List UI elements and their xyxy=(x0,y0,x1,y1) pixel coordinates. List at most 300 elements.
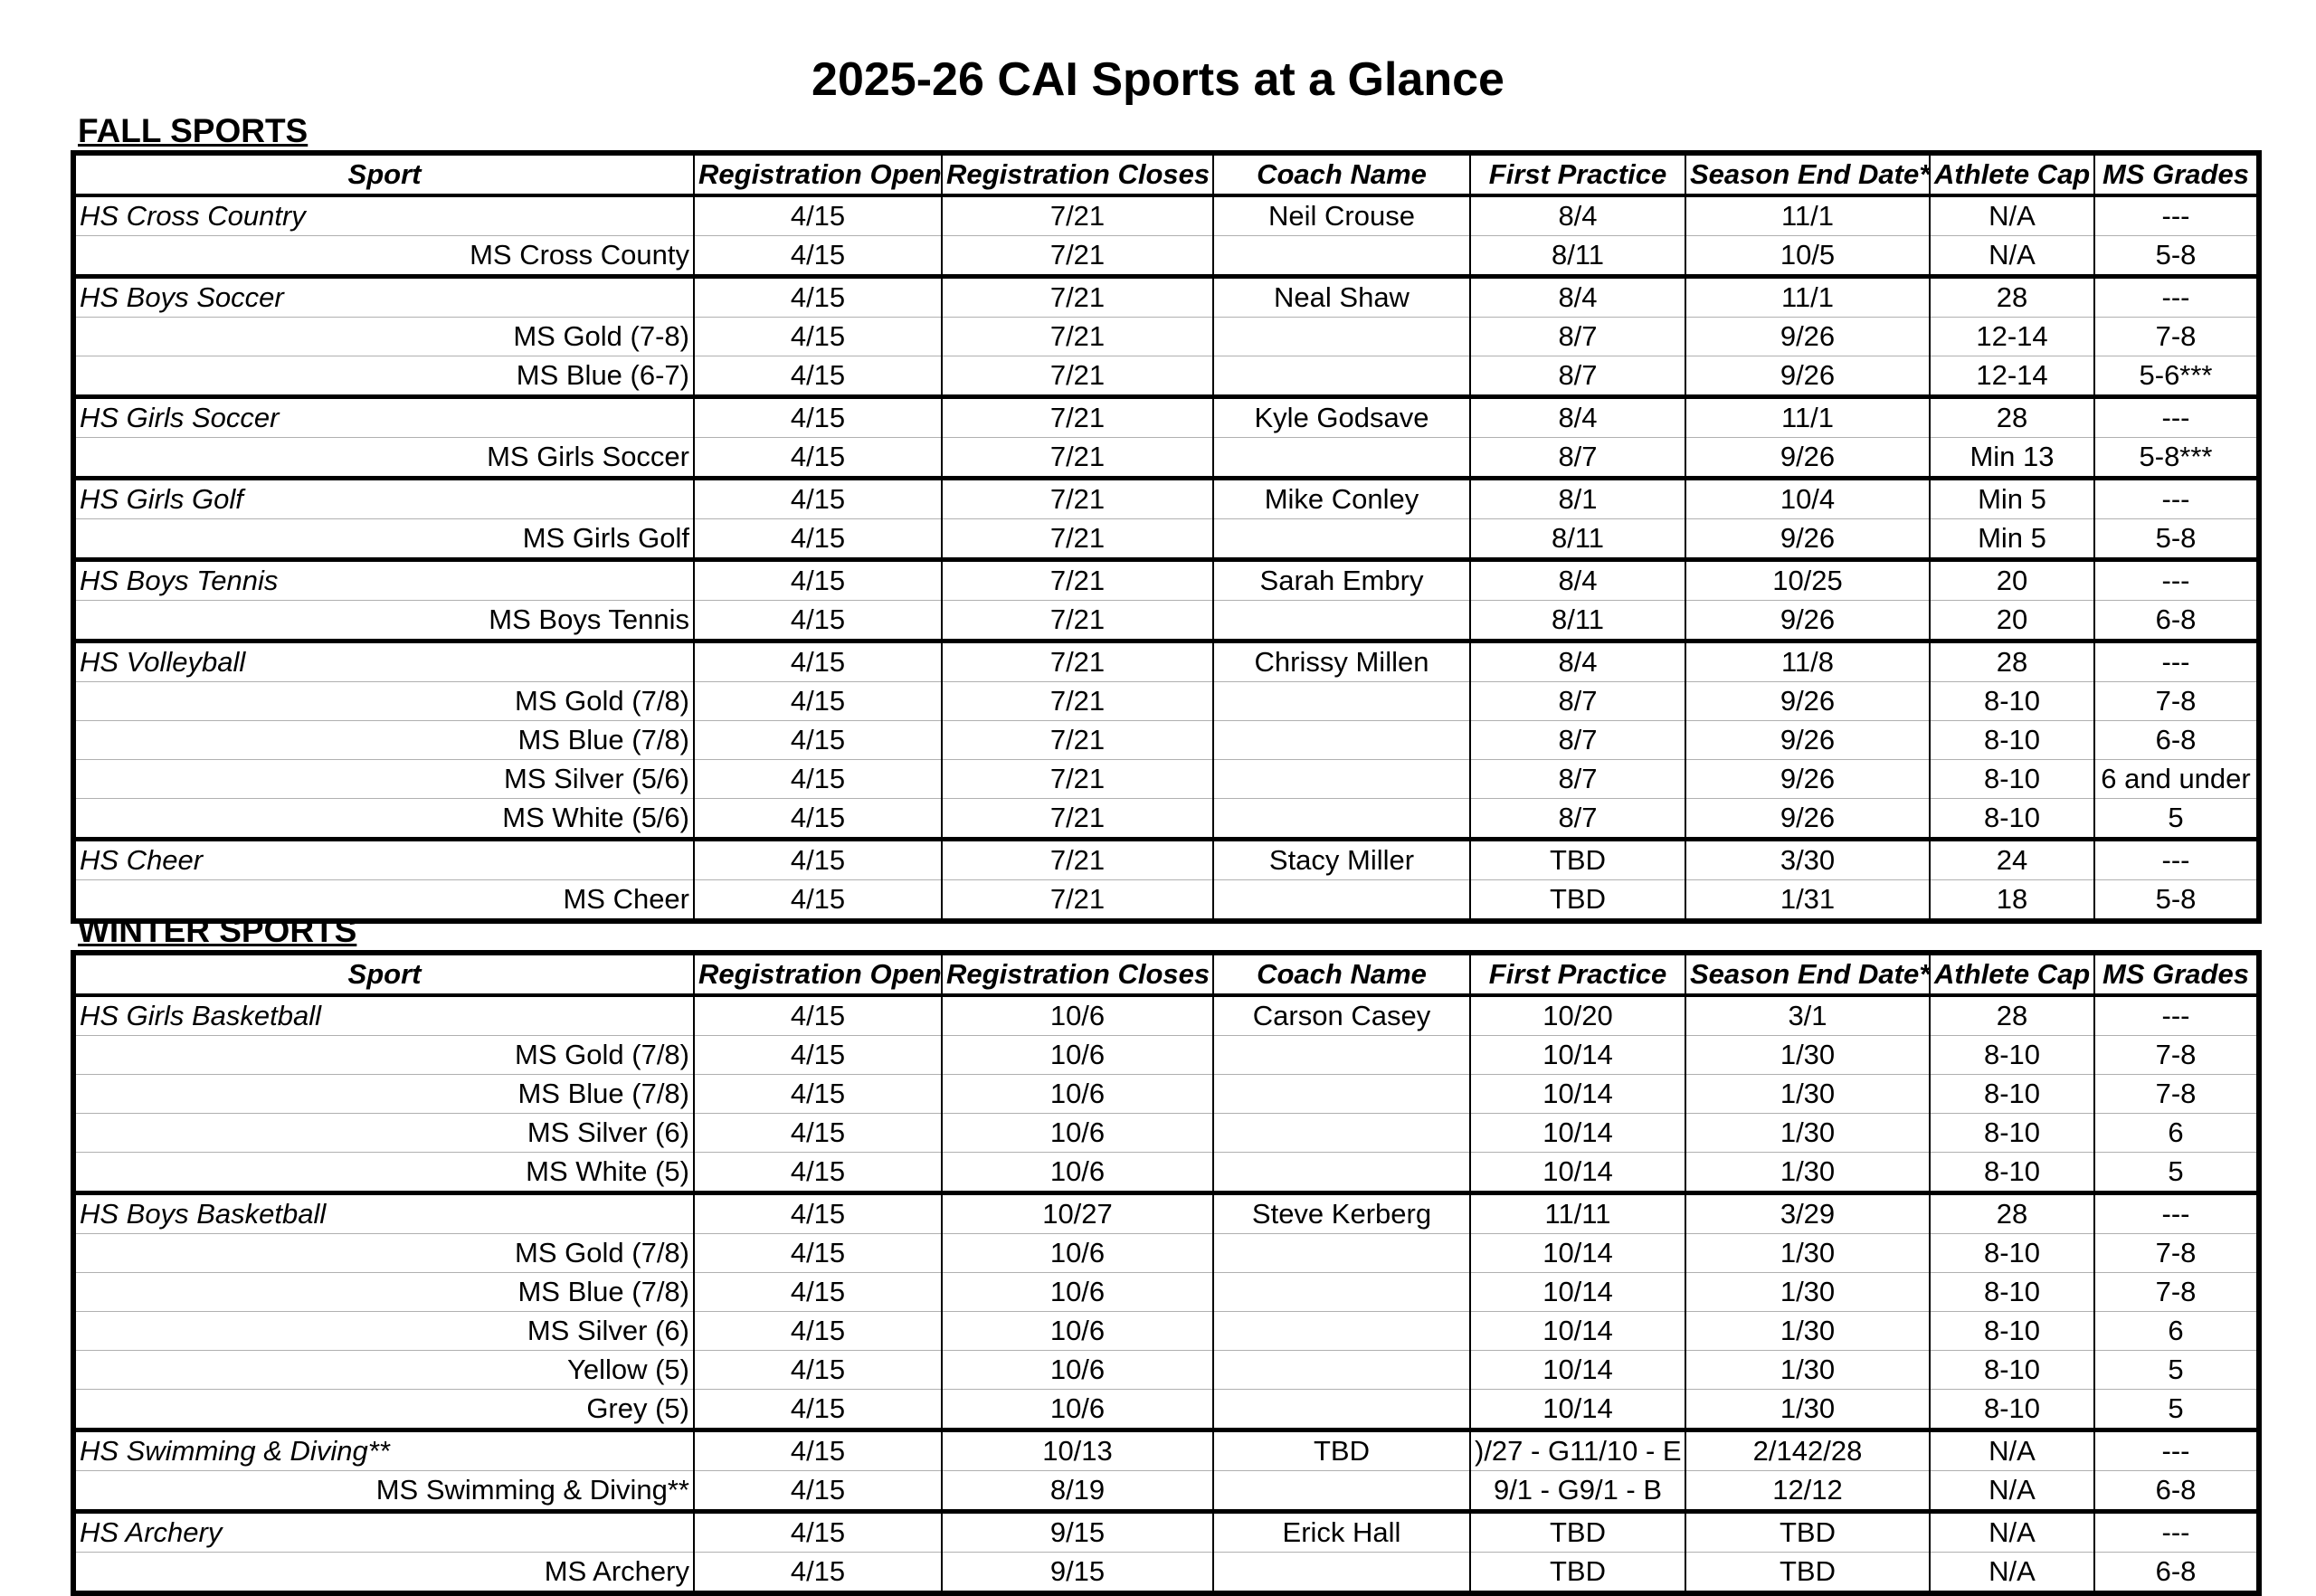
athlete-cap-cell: 8-10 xyxy=(1930,1390,2094,1430)
first-practice-cell: 10/14 xyxy=(1470,1234,1685,1273)
sport-cell: MS Girls Golf xyxy=(73,519,694,560)
first-practice-cell: 8/7 xyxy=(1470,438,1685,479)
registration-open-cell: 4/15 xyxy=(694,318,942,356)
ms-grades-cell: 5-8*** xyxy=(2094,438,2259,479)
first-practice-cell: )/27 - G11/10 - E xyxy=(1470,1430,1685,1471)
athlete-cap-cell: 12-14 xyxy=(1930,318,2094,356)
coach-name-cell xyxy=(1213,1036,1470,1075)
table-row xyxy=(73,1075,2259,1114)
ms-grades-cell: 5-8 xyxy=(2094,519,2259,560)
registration-closes-cell: 7/21 xyxy=(942,479,1213,519)
sport-cell: MS Gold (7/8) xyxy=(73,682,694,721)
registration-closes-cell: 7/21 xyxy=(942,397,1213,438)
athlete-cap-cell: 8-10 xyxy=(1930,1312,2094,1351)
athlete-cap-cell: 28 xyxy=(1930,397,2094,438)
table-row xyxy=(73,682,2259,721)
table-row xyxy=(73,195,2259,236)
coach-name-cell: Stacy Miller xyxy=(1213,840,1470,880)
first-practice-cell: 10/14 xyxy=(1470,1351,1685,1390)
table-row xyxy=(73,1273,2259,1312)
table-row xyxy=(73,1471,2259,1512)
ms-grades-cell: 5-8 xyxy=(2094,236,2259,277)
coach-name-cell: Sarah Embry xyxy=(1213,560,1470,601)
registration-closes-cell: 7/21 xyxy=(942,277,1213,318)
registration-open-header: Registration Open xyxy=(694,953,942,995)
sport-cell: HS Girls Soccer xyxy=(73,397,694,438)
sport-cell: MS White (5) xyxy=(73,1153,694,1193)
first-practice-cell: 8/4 xyxy=(1470,277,1685,318)
registration-open-cell: 4/15 xyxy=(694,840,942,880)
coach-name-cell: Chrissy Millen xyxy=(1213,641,1470,682)
registration-open-cell: 4/15 xyxy=(694,479,942,519)
first-practice-cell: 8/1 xyxy=(1470,479,1685,519)
ms-grades-cell: --- xyxy=(2094,560,2259,601)
athlete-cap-cell: Min 13 xyxy=(1930,438,2094,479)
season-end-cell: 9/26 xyxy=(1685,318,1930,356)
season-end-cell: 9/26 xyxy=(1685,356,1930,397)
registration-open-cell: 4/15 xyxy=(694,799,942,840)
table-row xyxy=(73,880,2259,922)
coach-name-cell xyxy=(1213,1553,1470,1594)
first-practice-cell: 9/1 - G9/1 - B xyxy=(1470,1471,1685,1512)
registration-open-cell: 4/15 xyxy=(694,601,942,641)
registration-open-cell: 4/15 xyxy=(694,1114,942,1153)
sport-cell: HS Girls Basketball xyxy=(73,995,694,1036)
athlete-cap-header: Athlete Cap xyxy=(1930,953,2094,995)
registration-closes-cell: 7/21 xyxy=(942,799,1213,840)
registration-open-cell: 4/15 xyxy=(694,1390,942,1430)
season-end-header: Season End Date* xyxy=(1685,153,1930,195)
ms-grades-cell: 5 xyxy=(2094,1351,2259,1390)
ms-grades-cell: 7-8 xyxy=(2094,318,2259,356)
fall-sports-heading: FALL SPORTS xyxy=(78,112,308,149)
first-practice-cell: 8/11 xyxy=(1470,601,1685,641)
sport-cell: MS Blue (7/8) xyxy=(73,721,694,760)
ms-grades-cell: 6 and under xyxy=(2094,760,2259,799)
sport-cell: HS Boys Tennis xyxy=(73,560,694,601)
season-end-cell: 1/30 xyxy=(1685,1153,1930,1193)
table-row xyxy=(73,397,2259,438)
sport-cell: MS Archery xyxy=(73,1553,694,1594)
first-practice-cell: 8/4 xyxy=(1470,641,1685,682)
table-row xyxy=(73,1036,2259,1075)
athlete-cap-cell: 28 xyxy=(1930,641,2094,682)
table-row xyxy=(73,277,2259,318)
coach-name-cell: Neil Crouse xyxy=(1213,195,1470,236)
season-end-cell: 1/30 xyxy=(1685,1351,1930,1390)
coach-name-cell xyxy=(1213,1390,1470,1430)
table-row xyxy=(73,479,2259,519)
ms-grades-cell: --- xyxy=(2094,840,2259,880)
first-practice-header: First Practice xyxy=(1470,153,1685,195)
table-row xyxy=(73,760,2259,799)
registration-closes-cell: 7/21 xyxy=(942,760,1213,799)
athlete-cap-cell: N/A xyxy=(1930,1512,2094,1553)
athlete-cap-cell: 12-14 xyxy=(1930,356,2094,397)
registration-closes-cell: 7/21 xyxy=(942,195,1213,236)
first-practice-cell: 8/7 xyxy=(1470,356,1685,397)
season-end-cell: 9/26 xyxy=(1685,760,1930,799)
first-practice-cell: 8/7 xyxy=(1470,760,1685,799)
coach-name-cell xyxy=(1213,1114,1470,1153)
first-practice-cell: 10/14 xyxy=(1470,1312,1685,1351)
sport-cell: Grey (5) xyxy=(73,1390,694,1430)
table-row xyxy=(73,1193,2259,1234)
ms-grades-header: MS Grades xyxy=(2094,953,2259,995)
registration-open-cell: 4/15 xyxy=(694,397,942,438)
season-end-cell: 3/30 xyxy=(1685,840,1930,880)
registration-open-cell: 4/15 xyxy=(694,438,942,479)
ms-grades-cell: 6-8 xyxy=(2094,1553,2259,1594)
registration-open-cell: 4/15 xyxy=(694,760,942,799)
registration-open-cell: 4/15 xyxy=(694,1193,942,1234)
athlete-cap-cell: 20 xyxy=(1930,601,2094,641)
registration-closes-header: Registration Closes xyxy=(942,153,1213,195)
coach-name-cell xyxy=(1213,1471,1470,1512)
fall-header-row xyxy=(73,153,2259,195)
ms-grades-cell: 6-8 xyxy=(2094,1471,2259,1512)
athlete-cap-cell: 8-10 xyxy=(1930,1153,2094,1193)
registration-closes-cell: 7/21 xyxy=(942,880,1213,922)
registration-open-cell: 4/15 xyxy=(694,236,942,277)
ms-grades-cell: --- xyxy=(2094,397,2259,438)
season-end-cell: 1/30 xyxy=(1685,1114,1930,1153)
coach-name-cell xyxy=(1213,356,1470,397)
season-end-cell: 9/26 xyxy=(1685,438,1930,479)
ms-grades-cell: --- xyxy=(2094,995,2259,1036)
first-practice-cell: 8/4 xyxy=(1470,560,1685,601)
athlete-cap-header: Athlete Cap xyxy=(1930,153,2094,195)
registration-open-cell: 4/15 xyxy=(694,1153,942,1193)
first-practice-cell: 10/14 xyxy=(1470,1036,1685,1075)
sport-cell: HS Swimming & Diving** xyxy=(73,1430,694,1471)
first-practice-cell: 10/14 xyxy=(1470,1273,1685,1312)
registration-open-cell: 4/15 xyxy=(694,1075,942,1114)
athlete-cap-cell: 18 xyxy=(1930,880,2094,922)
coach-name-cell xyxy=(1213,1312,1470,1351)
sport-cell: HS Boys Soccer xyxy=(73,277,694,318)
ms-grades-cell: 7-8 xyxy=(2094,682,2259,721)
season-end-cell: 1/30 xyxy=(1685,1234,1930,1273)
season-end-cell: 11/8 xyxy=(1685,641,1930,682)
first-practice-cell: TBD xyxy=(1470,1512,1685,1553)
first-practice-cell: 8/7 xyxy=(1470,799,1685,840)
registration-closes-cell: 7/21 xyxy=(942,318,1213,356)
registration-open-cell: 4/15 xyxy=(694,1351,942,1390)
sport-cell: MS Gold (7/8) xyxy=(73,1036,694,1075)
first-practice-cell: TBD xyxy=(1470,840,1685,880)
ms-grades-cell: --- xyxy=(2094,641,2259,682)
coach-name-header: Coach Name xyxy=(1213,153,1470,195)
registration-closes-cell: 10/27 xyxy=(942,1193,1213,1234)
coach-name-cell xyxy=(1213,880,1470,922)
season-end-cell: 1/30 xyxy=(1685,1036,1930,1075)
sport-cell: MS Cheer xyxy=(73,880,694,922)
athlete-cap-cell: 20 xyxy=(1930,560,2094,601)
season-end-cell: 1/30 xyxy=(1685,1273,1930,1312)
registration-open-cell: 4/15 xyxy=(694,1553,942,1594)
registration-closes-cell: 10/6 xyxy=(942,995,1213,1036)
registration-closes-cell: 7/21 xyxy=(942,519,1213,560)
coach-name-cell xyxy=(1213,1351,1470,1390)
registration-open-cell: 4/15 xyxy=(694,195,942,236)
table-row xyxy=(73,438,2259,479)
first-practice-cell: 8/4 xyxy=(1470,195,1685,236)
first-practice-cell: 8/7 xyxy=(1470,721,1685,760)
first-practice-cell: 8/7 xyxy=(1470,318,1685,356)
season-end-cell: 9/26 xyxy=(1685,601,1930,641)
season-end-cell: 9/26 xyxy=(1685,721,1930,760)
season-end-cell: 9/26 xyxy=(1685,682,1930,721)
sport-cell: MS White (5/6) xyxy=(73,799,694,840)
table-row xyxy=(73,1114,2259,1153)
winter-sports-table xyxy=(71,950,2262,1596)
registration-closes-cell: 7/21 xyxy=(942,682,1213,721)
sport-cell: MS Swimming & Diving** xyxy=(73,1471,694,1512)
sport-cell: MS Silver (6) xyxy=(73,1114,694,1153)
table-row xyxy=(73,236,2259,277)
sport-cell: MS Gold (7-8) xyxy=(73,318,694,356)
table-row xyxy=(73,641,2259,682)
athlete-cap-cell: Min 5 xyxy=(1930,479,2094,519)
first-practice-cell: 8/7 xyxy=(1470,682,1685,721)
winter-header-row xyxy=(73,953,2259,995)
ms-grades-cell: 7-8 xyxy=(2094,1036,2259,1075)
coach-name-cell: TBD xyxy=(1213,1430,1470,1471)
season-end-cell: TBD xyxy=(1685,1512,1930,1553)
registration-open-cell: 4/15 xyxy=(694,1471,942,1512)
ms-grades-cell: 5-6*** xyxy=(2094,356,2259,397)
athlete-cap-cell: 8-10 xyxy=(1930,1351,2094,1390)
first-practice-cell: 11/11 xyxy=(1470,1193,1685,1234)
sport-cell: MS Boys Tennis xyxy=(73,601,694,641)
season-end-cell: 1/30 xyxy=(1685,1390,1930,1430)
registration-closes-cell: 7/21 xyxy=(942,236,1213,277)
coach-name-cell xyxy=(1213,1075,1470,1114)
registration-open-cell: 4/15 xyxy=(694,682,942,721)
sport-cell: HS Cheer xyxy=(73,840,694,880)
athlete-cap-cell: 28 xyxy=(1930,995,2094,1036)
table-row xyxy=(73,1390,2259,1430)
registration-open-cell: 4/15 xyxy=(694,1273,942,1312)
registration-closes-cell: 10/6 xyxy=(942,1351,1213,1390)
registration-closes-cell: 7/21 xyxy=(942,721,1213,760)
ms-grades-cell: 7-8 xyxy=(2094,1075,2259,1114)
ms-grades-cell: 6 xyxy=(2094,1312,2259,1351)
registration-closes-cell: 7/21 xyxy=(942,438,1213,479)
season-end-cell: 3/29 xyxy=(1685,1193,1930,1234)
sport-cell: HS Boys Basketball xyxy=(73,1193,694,1234)
athlete-cap-cell: 8-10 xyxy=(1930,799,2094,840)
coach-name-cell xyxy=(1213,760,1470,799)
coach-name-cell xyxy=(1213,1153,1470,1193)
season-end-cell: 12/12 xyxy=(1685,1471,1930,1512)
ms-grades-cell: 5 xyxy=(2094,1390,2259,1430)
ms-grades-cell: 6-8 xyxy=(2094,721,2259,760)
first-practice-cell: 10/14 xyxy=(1470,1075,1685,1114)
first-practice-cell: 10/14 xyxy=(1470,1390,1685,1430)
registration-open-cell: 4/15 xyxy=(694,1036,942,1075)
sport-cell: MS Gold (7/8) xyxy=(73,1234,694,1273)
ms-grades-cell: 5 xyxy=(2094,799,2259,840)
registration-closes-cell: 10/6 xyxy=(942,1036,1213,1075)
page-title: 2025-26 CAI Sports at a Glance xyxy=(812,53,1504,106)
table-row xyxy=(73,519,2259,560)
season-end-cell: TBD xyxy=(1685,1553,1930,1594)
registration-closes-cell: 10/6 xyxy=(942,1114,1213,1153)
registration-closes-cell: 10/6 xyxy=(942,1234,1213,1273)
coach-name-cell xyxy=(1213,601,1470,641)
athlete-cap-cell: Min 5 xyxy=(1930,519,2094,560)
ms-grades-header: MS Grades xyxy=(2094,153,2259,195)
registration-closes-cell: 10/13 xyxy=(942,1430,1213,1471)
season-end-cell: 11/1 xyxy=(1685,397,1930,438)
coach-name-cell xyxy=(1213,519,1470,560)
fall-sports-table xyxy=(71,150,2262,924)
season-end-cell: 2/142/28 xyxy=(1685,1430,1930,1471)
ms-grades-cell: 7-8 xyxy=(2094,1234,2259,1273)
registration-closes-cell: 9/15 xyxy=(942,1512,1213,1553)
registration-open-cell: 4/15 xyxy=(694,1512,942,1553)
first-practice-cell: 10/14 xyxy=(1470,1114,1685,1153)
first-practice-cell: 10/14 xyxy=(1470,1153,1685,1193)
season-end-cell: 11/1 xyxy=(1685,195,1930,236)
registration-open-header: Registration Open xyxy=(694,153,942,195)
coach-name-cell: Erick Hall xyxy=(1213,1512,1470,1553)
table-row xyxy=(73,1153,2259,1193)
registration-closes-cell: 10/6 xyxy=(942,1075,1213,1114)
athlete-cap-cell: 8-10 xyxy=(1930,760,2094,799)
first-practice-cell: TBD xyxy=(1470,1553,1685,1594)
registration-open-cell: 4/15 xyxy=(694,641,942,682)
registration-closes-cell: 7/21 xyxy=(942,840,1213,880)
ms-grades-cell: --- xyxy=(2094,479,2259,519)
ms-grades-cell: --- xyxy=(2094,1430,2259,1471)
athlete-cap-cell: 8-10 xyxy=(1930,1114,2094,1153)
table-row xyxy=(73,840,2259,880)
athlete-cap-cell: 8-10 xyxy=(1930,1273,2094,1312)
table-row xyxy=(73,1234,2259,1273)
registration-closes-cell: 7/21 xyxy=(942,641,1213,682)
season-end-cell: 1/31 xyxy=(1685,880,1930,922)
first-practice-cell: 8/11 xyxy=(1470,236,1685,277)
registration-closes-header: Registration Closes xyxy=(942,953,1213,995)
ms-grades-cell: --- xyxy=(2094,195,2259,236)
athlete-cap-cell: 8-10 xyxy=(1930,721,2094,760)
registration-open-cell: 4/15 xyxy=(694,277,942,318)
sport-cell: HS Girls Golf xyxy=(73,479,694,519)
table-row xyxy=(73,318,2259,356)
sport-cell: MS Blue (7/8) xyxy=(73,1075,694,1114)
registration-open-cell: 4/15 xyxy=(694,1312,942,1351)
athlete-cap-cell: 8-10 xyxy=(1930,1075,2094,1114)
sport-header: Sport xyxy=(73,153,694,195)
coach-name-cell xyxy=(1213,318,1470,356)
first-practice-cell: 8/11 xyxy=(1470,519,1685,560)
sport-cell: MS Girls Soccer xyxy=(73,438,694,479)
coach-name-cell xyxy=(1213,438,1470,479)
registration-open-cell: 4/15 xyxy=(694,356,942,397)
coach-name-cell: Steve Kerberg xyxy=(1213,1193,1470,1234)
registration-closes-cell: 10/6 xyxy=(942,1312,1213,1351)
season-end-cell: 1/30 xyxy=(1685,1075,1930,1114)
registration-closes-cell: 7/21 xyxy=(942,560,1213,601)
season-end-cell: 10/4 xyxy=(1685,479,1930,519)
sport-cell: MS Silver (6) xyxy=(73,1312,694,1351)
season-end-cell: 9/26 xyxy=(1685,799,1930,840)
table-row xyxy=(73,601,2259,641)
ms-grades-cell: --- xyxy=(2094,1193,2259,1234)
registration-closes-cell: 7/21 xyxy=(942,601,1213,641)
registration-open-cell: 4/15 xyxy=(694,721,942,760)
athlete-cap-cell: 8-10 xyxy=(1930,1234,2094,1273)
season-end-cell: 10/25 xyxy=(1685,560,1930,601)
table-row xyxy=(73,721,2259,760)
sport-cell: MS Blue (7/8) xyxy=(73,1273,694,1312)
table-row xyxy=(73,1312,2259,1351)
coach-name-cell xyxy=(1213,236,1470,277)
ms-grades-cell: 5 xyxy=(2094,1153,2259,1193)
sport-cell: MS Cross County xyxy=(73,236,694,277)
season-end-cell: 1/30 xyxy=(1685,1312,1930,1351)
first-practice-cell: 8/4 xyxy=(1470,397,1685,438)
registration-closes-cell: 10/6 xyxy=(942,1153,1213,1193)
registration-open-cell: 4/15 xyxy=(694,880,942,922)
first-practice-cell: TBD xyxy=(1470,880,1685,922)
coach-name-cell xyxy=(1213,682,1470,721)
registration-open-cell: 4/15 xyxy=(694,1234,942,1273)
ms-grades-cell: 7-8 xyxy=(2094,1273,2259,1312)
athlete-cap-cell: 8-10 xyxy=(1930,682,2094,721)
coach-name-cell: Mike Conley xyxy=(1213,479,1470,519)
registration-closes-cell: 7/21 xyxy=(942,356,1213,397)
table-row xyxy=(73,1430,2259,1471)
table-row xyxy=(73,1351,2259,1390)
registration-closes-cell: 10/6 xyxy=(942,1390,1213,1430)
athlete-cap-cell: 24 xyxy=(1930,840,2094,880)
athlete-cap-cell: N/A xyxy=(1930,1430,2094,1471)
coach-name-cell xyxy=(1213,799,1470,840)
athlete-cap-cell: 28 xyxy=(1930,277,2094,318)
coach-name-cell xyxy=(1213,1234,1470,1273)
athlete-cap-cell: N/A xyxy=(1930,195,2094,236)
season-end-cell: 11/1 xyxy=(1685,277,1930,318)
sport-cell: Yellow (5) xyxy=(73,1351,694,1390)
registration-open-cell: 4/15 xyxy=(694,560,942,601)
coach-name-cell xyxy=(1213,1273,1470,1312)
winter-sports-heading: WINTER SPORTS xyxy=(78,912,357,949)
ms-grades-cell: --- xyxy=(2094,277,2259,318)
registration-closes-cell: 10/6 xyxy=(942,1273,1213,1312)
first-practice-header: First Practice xyxy=(1470,953,1685,995)
coach-name-cell xyxy=(1213,721,1470,760)
ms-grades-cell: --- xyxy=(2094,1512,2259,1553)
sport-header: Sport xyxy=(73,953,694,995)
coach-name-header: Coach Name xyxy=(1213,953,1470,995)
table-row xyxy=(73,560,2259,601)
athlete-cap-cell: N/A xyxy=(1930,1471,2094,1512)
table-row xyxy=(73,995,2259,1036)
coach-name-cell: Kyle Godsave xyxy=(1213,397,1470,438)
season-end-header: Season End Date* xyxy=(1685,953,1930,995)
athlete-cap-cell: N/A xyxy=(1930,236,2094,277)
registration-open-cell: 4/15 xyxy=(694,1430,942,1471)
athlete-cap-cell: N/A xyxy=(1930,1553,2094,1594)
table-row xyxy=(73,799,2259,840)
ms-grades-cell: 6-8 xyxy=(2094,601,2259,641)
coach-name-cell: Neal Shaw xyxy=(1213,277,1470,318)
sport-cell: HS Volleyball xyxy=(73,641,694,682)
